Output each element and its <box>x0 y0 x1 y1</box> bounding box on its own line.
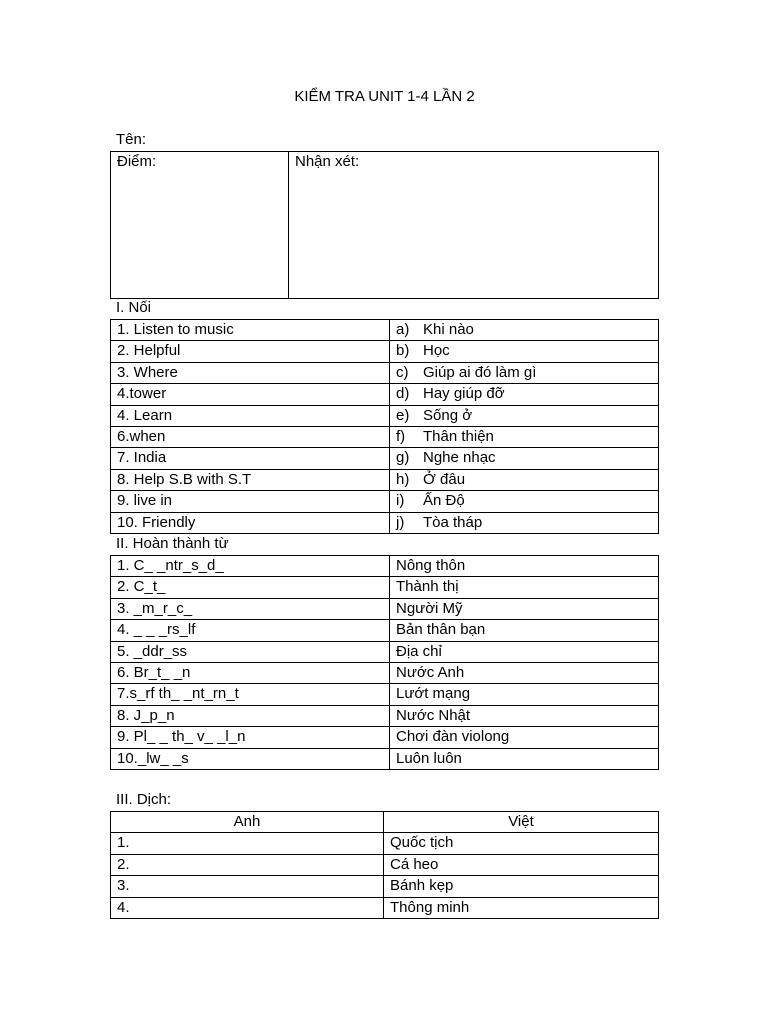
match-meaning: Hay giúp đỡ <box>423 385 505 403</box>
match-meaning: Tòa tháp <box>423 513 483 531</box>
english-answer-cell: 4. <box>111 897 384 918</box>
match-term: 2. Helpful <box>111 341 390 362</box>
table-row <box>111 448 659 469</box>
option-letter: f) <box>396 427 406 445</box>
match-meaning-cell <box>390 448 659 469</box>
table-header-row <box>111 812 659 833</box>
table-row <box>111 341 659 362</box>
table-row <box>111 320 659 341</box>
match-meaning-cell <box>390 469 659 490</box>
table-row <box>111 384 659 405</box>
word-meaning: Người Mỹ <box>390 598 659 619</box>
match-term: 9. live in <box>111 491 390 512</box>
word-meaning: Nông thôn <box>390 556 659 577</box>
comment-cell: Nhận xét: <box>289 152 659 299</box>
match-term: 4. Learn <box>111 405 390 426</box>
incomplete-word: 4. _ _ _rs_lf <box>111 620 390 641</box>
match-term: 4.tower <box>111 384 390 405</box>
incomplete-word: 9. Pl_ _ th_ v_ _l_n <box>111 727 390 748</box>
match-meaning: Khi nào <box>423 321 474 338</box>
word-meaning: Nước Anh <box>390 662 659 683</box>
table-row <box>111 662 659 683</box>
vietnamese-word: Cá heo <box>384 854 659 875</box>
section3-heading: III. Dịch: <box>116 791 172 808</box>
word-meaning: Địa chỉ <box>390 641 659 662</box>
word-meaning: Nước Nhật <box>390 705 659 726</box>
table-row <box>111 620 659 641</box>
match-meaning-cell <box>390 405 659 426</box>
english-answer-cell: 3. <box>111 876 384 897</box>
match-meaning: Ấn Độ <box>423 492 465 510</box>
column-header-anh: Anh <box>111 812 384 833</box>
match-meaning-cell <box>390 341 659 362</box>
table-row <box>111 405 659 426</box>
incomplete-word: 1. C_ _ntr_s_d_ <box>111 556 390 577</box>
match-meaning: Ở đâu <box>423 470 466 488</box>
page-title: KIỂM TRA UNIT 1-4 LẦN 2 <box>294 88 475 105</box>
table-row <box>111 727 659 748</box>
table-row <box>111 512 659 533</box>
word-meaning: Lướt mạng <box>390 684 659 705</box>
option-letter: c) <box>396 363 409 381</box>
match-term: 3. Where <box>111 362 390 383</box>
table-row <box>111 876 659 897</box>
match-term: 8. Help S.B with S.T <box>111 469 390 490</box>
match-meaning: Nghe nhạc <box>423 449 496 467</box>
section1-heading: I. Nối <box>116 299 152 316</box>
table-row <box>111 854 659 875</box>
incomplete-word: 2. C_t_ <box>111 577 390 598</box>
word-meaning: Bản thân bạn <box>390 620 659 641</box>
match-term: 6.when <box>111 426 390 447</box>
match-meaning-cell <box>390 320 659 341</box>
option-letter: g) <box>396 449 410 467</box>
score-cell: Điểm: <box>111 152 289 299</box>
score-table <box>110 151 659 299</box>
table-row <box>111 833 659 854</box>
table-row <box>111 748 659 769</box>
match-term: 1. Listen to music <box>111 320 390 341</box>
matching-table <box>110 319 659 534</box>
option-letter: i) <box>396 492 405 510</box>
english-answer-cell: 2. <box>111 854 384 875</box>
match-meaning-cell <box>390 362 659 383</box>
incomplete-word: 6. Br_t_ _n <box>111 662 390 683</box>
table-row <box>111 641 659 662</box>
option-letter: b) <box>396 342 410 360</box>
match-meaning: Thân thiện <box>423 427 494 445</box>
word-meaning: Luôn luôn <box>390 748 659 769</box>
vietnamese-word: Thông minh <box>384 897 659 918</box>
match-meaning-cell <box>390 491 659 512</box>
table-row <box>111 684 659 705</box>
vietnamese-word: Bánh kẹp <box>384 876 659 897</box>
option-letter: j) <box>396 513 405 531</box>
table-row <box>111 577 659 598</box>
match-meaning-cell <box>390 512 659 533</box>
table-row <box>111 491 659 512</box>
match-term: 10. Friendly <box>111 512 390 533</box>
name-label: Tên: <box>116 131 147 148</box>
match-term: 7. India <box>111 448 390 469</box>
incomplete-word: 10._lw_ _s <box>111 748 390 769</box>
match-meaning-cell <box>390 384 659 405</box>
incomplete-word: 8. J_p_n <box>111 705 390 726</box>
section2-heading: II. Hoàn thành từ <box>116 535 229 552</box>
word-meaning: Thành thị <box>390 577 659 598</box>
option-letter: a) <box>396 321 410 338</box>
english-answer-cell: 1. <box>111 833 384 854</box>
option-letter: e) <box>396 406 410 424</box>
incomplete-word: 7.s_rf th_ _nt_rn_t <box>111 684 390 705</box>
table-row <box>111 598 659 619</box>
word-completion-table <box>110 555 659 770</box>
option-letter: h) <box>396 470 410 488</box>
match-meaning: Sống ở <box>423 406 473 424</box>
table-row <box>111 556 659 577</box>
table-row <box>111 426 659 447</box>
table-row <box>111 469 659 490</box>
table-row <box>111 897 659 918</box>
incomplete-word: 3. _m_r_c_ <box>111 598 390 619</box>
word-meaning: Chơi đàn violong <box>390 727 659 748</box>
match-meaning: Giúp ai đó làm gì <box>423 363 537 381</box>
table-row <box>111 705 659 726</box>
translation-table <box>110 811 659 919</box>
match-meaning-cell <box>390 426 659 447</box>
vietnamese-word: Quốc tịch <box>384 833 659 854</box>
column-header-viet: Việt <box>384 812 659 833</box>
table-row <box>111 362 659 383</box>
incomplete-word: 5. _ddr_ss <box>111 641 390 662</box>
option-letter: d) <box>396 385 410 403</box>
match-meaning: Học <box>423 342 450 360</box>
